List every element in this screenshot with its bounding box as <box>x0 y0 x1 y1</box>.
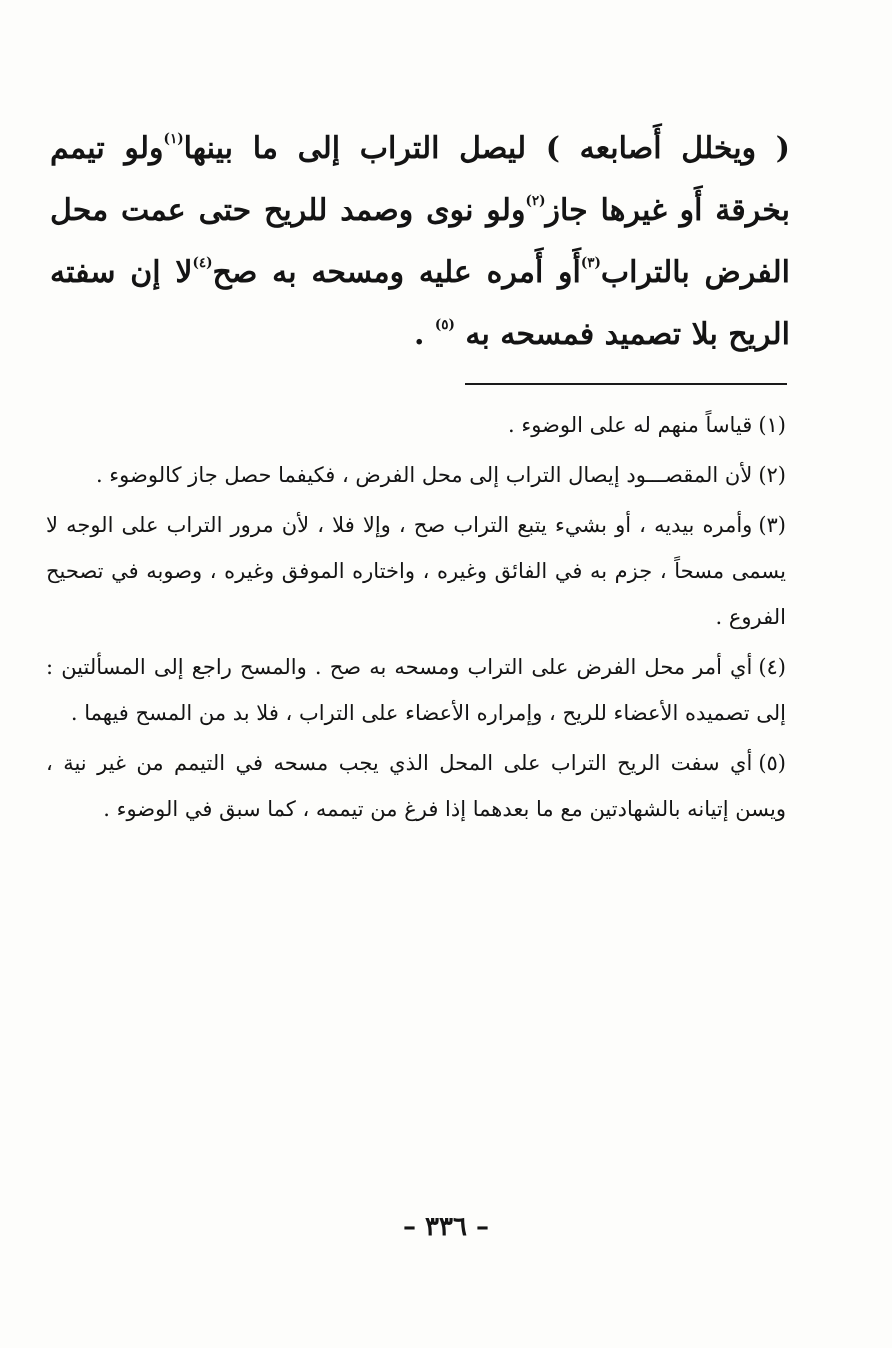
footnote-ref-4: (٤) <box>192 255 213 272</box>
main-text-part-2: ولو تيمم بخرقة أَو غيرها جاز <box>50 131 790 228</box>
footnote-ref-3: (٣) <box>580 255 601 272</box>
main-text-part-5: لا إن سفته الريح بلا تصميد فمسحه به <box>50 255 790 352</box>
footnote-1 <box>46 402 786 448</box>
footnote-number: (٣) <box>758 513 786 537</box>
footnote-5 <box>46 740 786 832</box>
footnote-4 <box>46 644 786 736</box>
main-text-part-1: ( ويخلل أَصابعه ) ليصل التراب إلى ما بينها <box>183 131 790 166</box>
footnote-ref-5: (٥) <box>434 317 455 334</box>
footnote-number: (١) <box>758 413 786 437</box>
footnote-number: (٥) <box>758 751 786 775</box>
page-number: – ٣٣٦ – <box>402 1212 490 1242</box>
main-text <box>50 118 790 366</box>
footnote-ref-1: (١) <box>163 131 184 148</box>
footnote-text: وأمره بيديه ، أو بشيء يتبع التراب صح ، وإلا فلا ، لأن مرور التراب على الوجه لا يسمى مسحاً ، جزم به في الفائق وغيره ، واختاره الموفق وغيره ، وصوبه في تصحيح الفروع . <box>46 513 786 629</box>
footnote-text: قياساً منهم له على الوضوء . <box>507 413 753 437</box>
footnote-text: أي سفت الريح التراب على المحل الذي يجب مسحه في التيمم من غير نية ، ويسن إتيانه بالشهادتين مع ما بعدهما إذا فرغ من تيممه ، كما سبق في الوضوء . <box>46 751 786 821</box>
footnote-number: (٤) <box>758 655 786 679</box>
footnote-text: لأن المقصـــود إيصال التراب إلى محل الفرض ، فكيفما حصل جاز كالوضوء . <box>95 463 753 487</box>
footnote-separator-rule <box>465 383 787 385</box>
footnote-text: أي أمر محل الفرض على التراب ومسحه به صح . والمسح راجع إلى المسألتين : إلى تصميده الأعضاء للريح ، وإمراره الأعضاء على التراب ، فلا بد من المسح فيهما . <box>46 655 786 725</box>
main-text-part-3: ولو نوى وصمد للريح حتى عمت محل الفرض بالتراب <box>50 193 790 290</box>
main-text-part-4: أَو أَمره عليه ومسحه به صح <box>212 255 581 290</box>
footnote-3 <box>46 502 786 640</box>
footnote-2 <box>46 452 786 498</box>
main-text-end: . <box>413 317 425 352</box>
footnotes-section <box>46 402 786 836</box>
footnote-ref-2: (٢) <box>525 193 546 210</box>
footnote-number: (٢) <box>758 463 786 487</box>
